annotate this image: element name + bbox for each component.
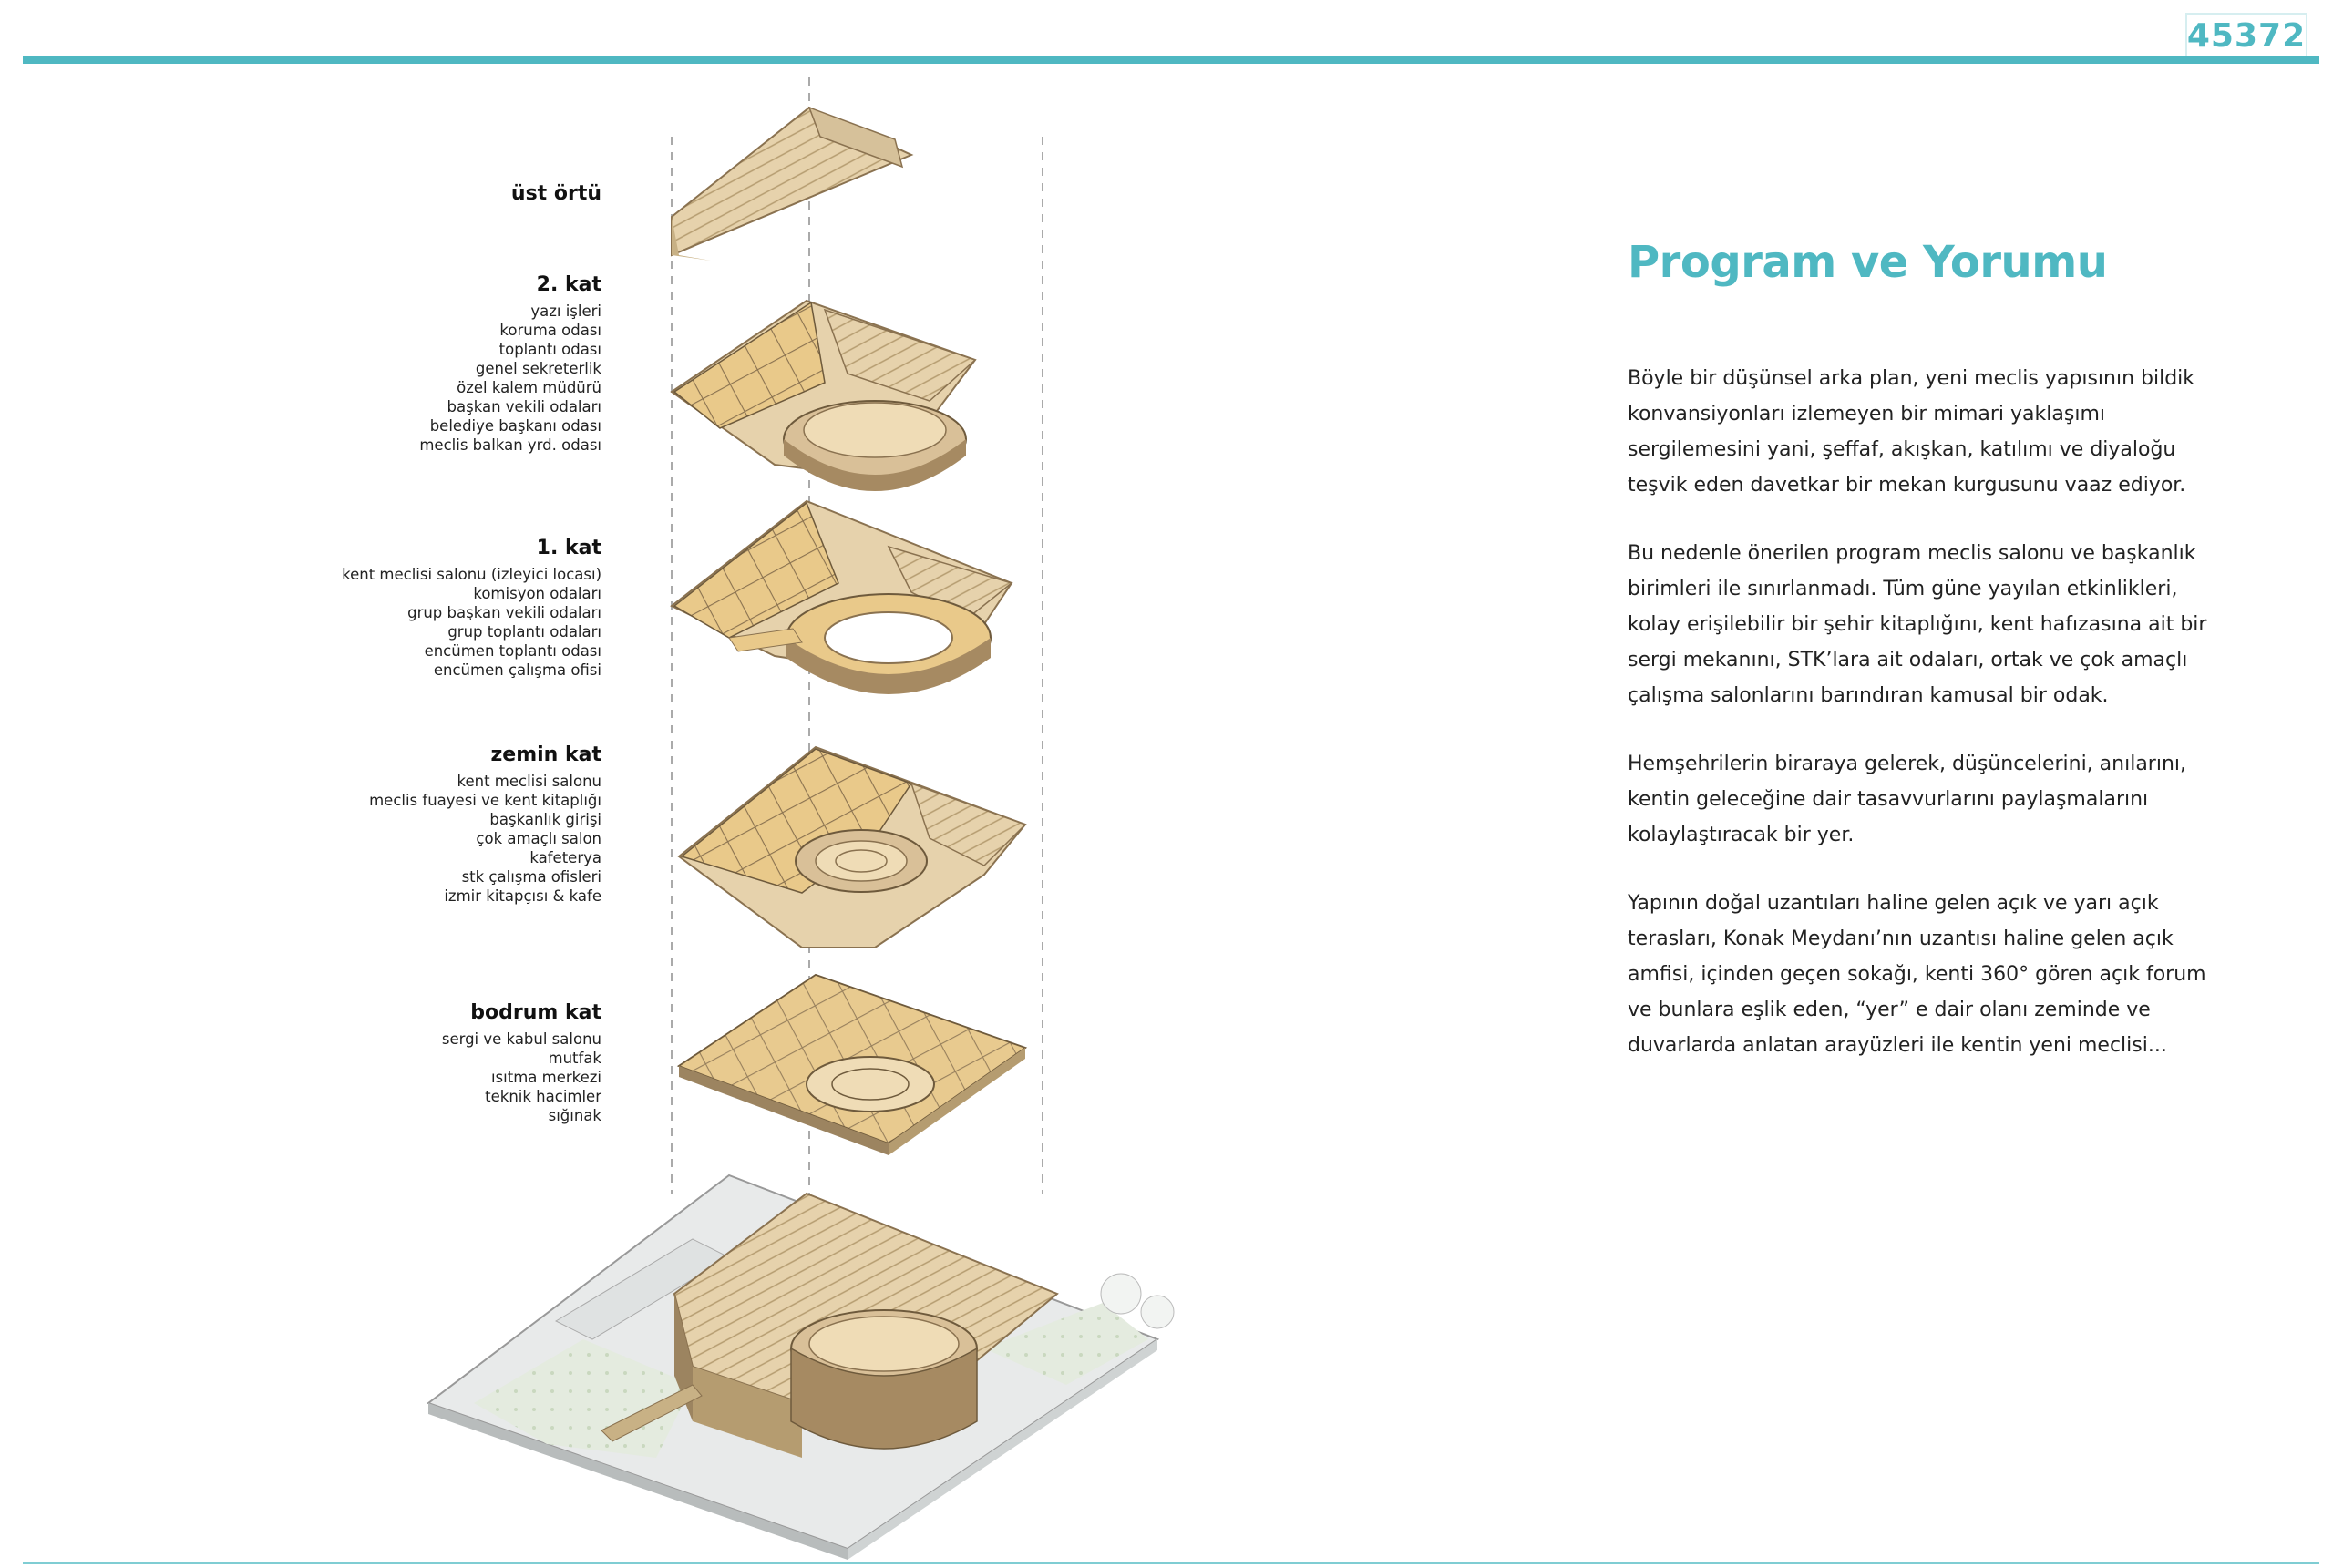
floor-title: 1. kat bbox=[536, 537, 601, 559]
floor-item: yazı işleri bbox=[530, 302, 601, 320]
floor-item: komisyon odaları bbox=[473, 585, 601, 602]
floor-item: kafeterya bbox=[529, 849, 601, 866]
floor-item: özel kalem müdürü bbox=[457, 379, 601, 396]
layer-ground-floor bbox=[679, 747, 1025, 948]
footer-rule bbox=[23, 1562, 2319, 1564]
layer-basement bbox=[679, 975, 1025, 1155]
floor-item: meclis balkan yrd. odası bbox=[419, 436, 601, 454]
floor-item: sergi ve kabul salonu bbox=[441, 1030, 601, 1048]
layer-floor-2 bbox=[672, 301, 975, 491]
floor-item: encümen çalışma ofisi bbox=[433, 661, 601, 679]
floor-item: encümen toplantı odası bbox=[424, 642, 601, 660]
page-number: 45372 bbox=[2186, 16, 2307, 55]
floor-item: teknik hacimler bbox=[485, 1088, 601, 1105]
floor-title: 2. kat bbox=[536, 273, 601, 296]
paragraph: Hemşehrilerin biraraya gelerek, düşüncelerini, anılarını, kentin geleceğine dair tasavvurlarını paylaşmalarını kolaylaştıracak bir yer. bbox=[1628, 753, 2187, 846]
floor-item: başkan vekili odaları bbox=[447, 398, 601, 415]
floor-title: zemin kat bbox=[490, 743, 601, 766]
floor-item: mutfak bbox=[548, 1050, 601, 1067]
floor-item: kent meclisi salonu (izleyici locası) bbox=[342, 566, 601, 583]
section-title: Program ve Yorumu bbox=[1628, 237, 2108, 288]
floor-item: genel sekreterlik bbox=[475, 360, 601, 377]
program-text bbox=[1628, 237, 2211, 1096]
layer-floor-1 bbox=[672, 501, 1012, 694]
floor-item: stk çalışma ofisleri bbox=[461, 868, 601, 886]
floor-item: grup toplantı odaları bbox=[447, 623, 601, 641]
paragraph: Bu nedenle önerilen program meclis salonu ve başkanlık birimleri ile sınırlanmadı. Tüm güne yayılan etkinlikleri, kolay erişilebilir bir şehir kitaplığını, kent hafızasına ait bir sergi mekanını, STK’lara ait odaları, ortak ve çok amaçlı çalışma salonlarını barındıran kamusal bir odak. bbox=[1628, 542, 2207, 707]
floor-item: izmir kitapçısı & kafe bbox=[444, 887, 601, 905]
floor-item: koruma odası bbox=[499, 322, 601, 339]
floor-item: belediye başkanı odası bbox=[429, 417, 601, 435]
paragraph: Böyle bir düşünsel arka plan, yeni meclis yapısının bildik konvansiyonları izlemeyen bir mimari yaklaşımı sergilemesini yani, şeffaf, akışkan, katılımı ve diyaloğu teşvik eden davetkar bir mekan kurgusunu vaaz ediyor. bbox=[1628, 367, 2195, 497]
paragraph: Yapının doğal uzantıları haline gelen açık ve yarı açık terasları, Konak Meydanı’nın uzantısı haline gelen açık amfisi, içinden geçen sokağı, kenti 360° gören açık forum ve bunlara eşlik eden, “yer” e dair olanı zeminde ve duvarlarda anlatan arayüzleri ile kentin yeni meclisi... bbox=[1628, 892, 2206, 1057]
layer-roof bbox=[672, 108, 911, 261]
floor-title: bodrum kat bbox=[470, 1001, 601, 1024]
floor-item: başkanlık girişi bbox=[489, 811, 601, 828]
floor-title: üst örtü bbox=[510, 182, 601, 205]
layer-site-model bbox=[428, 1175, 1174, 1560]
floor-item: meclis fuayesi ve kent kitaplığı bbox=[369, 792, 601, 809]
floor-item: grup başkan vekili odaları bbox=[407, 604, 601, 621]
floor-item: ısıtma merkezi bbox=[490, 1069, 601, 1086]
floor-item: kent meclisi salonu bbox=[457, 773, 601, 790]
floor-item: çok amaçlı salon bbox=[476, 830, 601, 847]
floor-item: toplantı odası bbox=[498, 341, 601, 358]
floor-item: sığınak bbox=[548, 1107, 601, 1124]
